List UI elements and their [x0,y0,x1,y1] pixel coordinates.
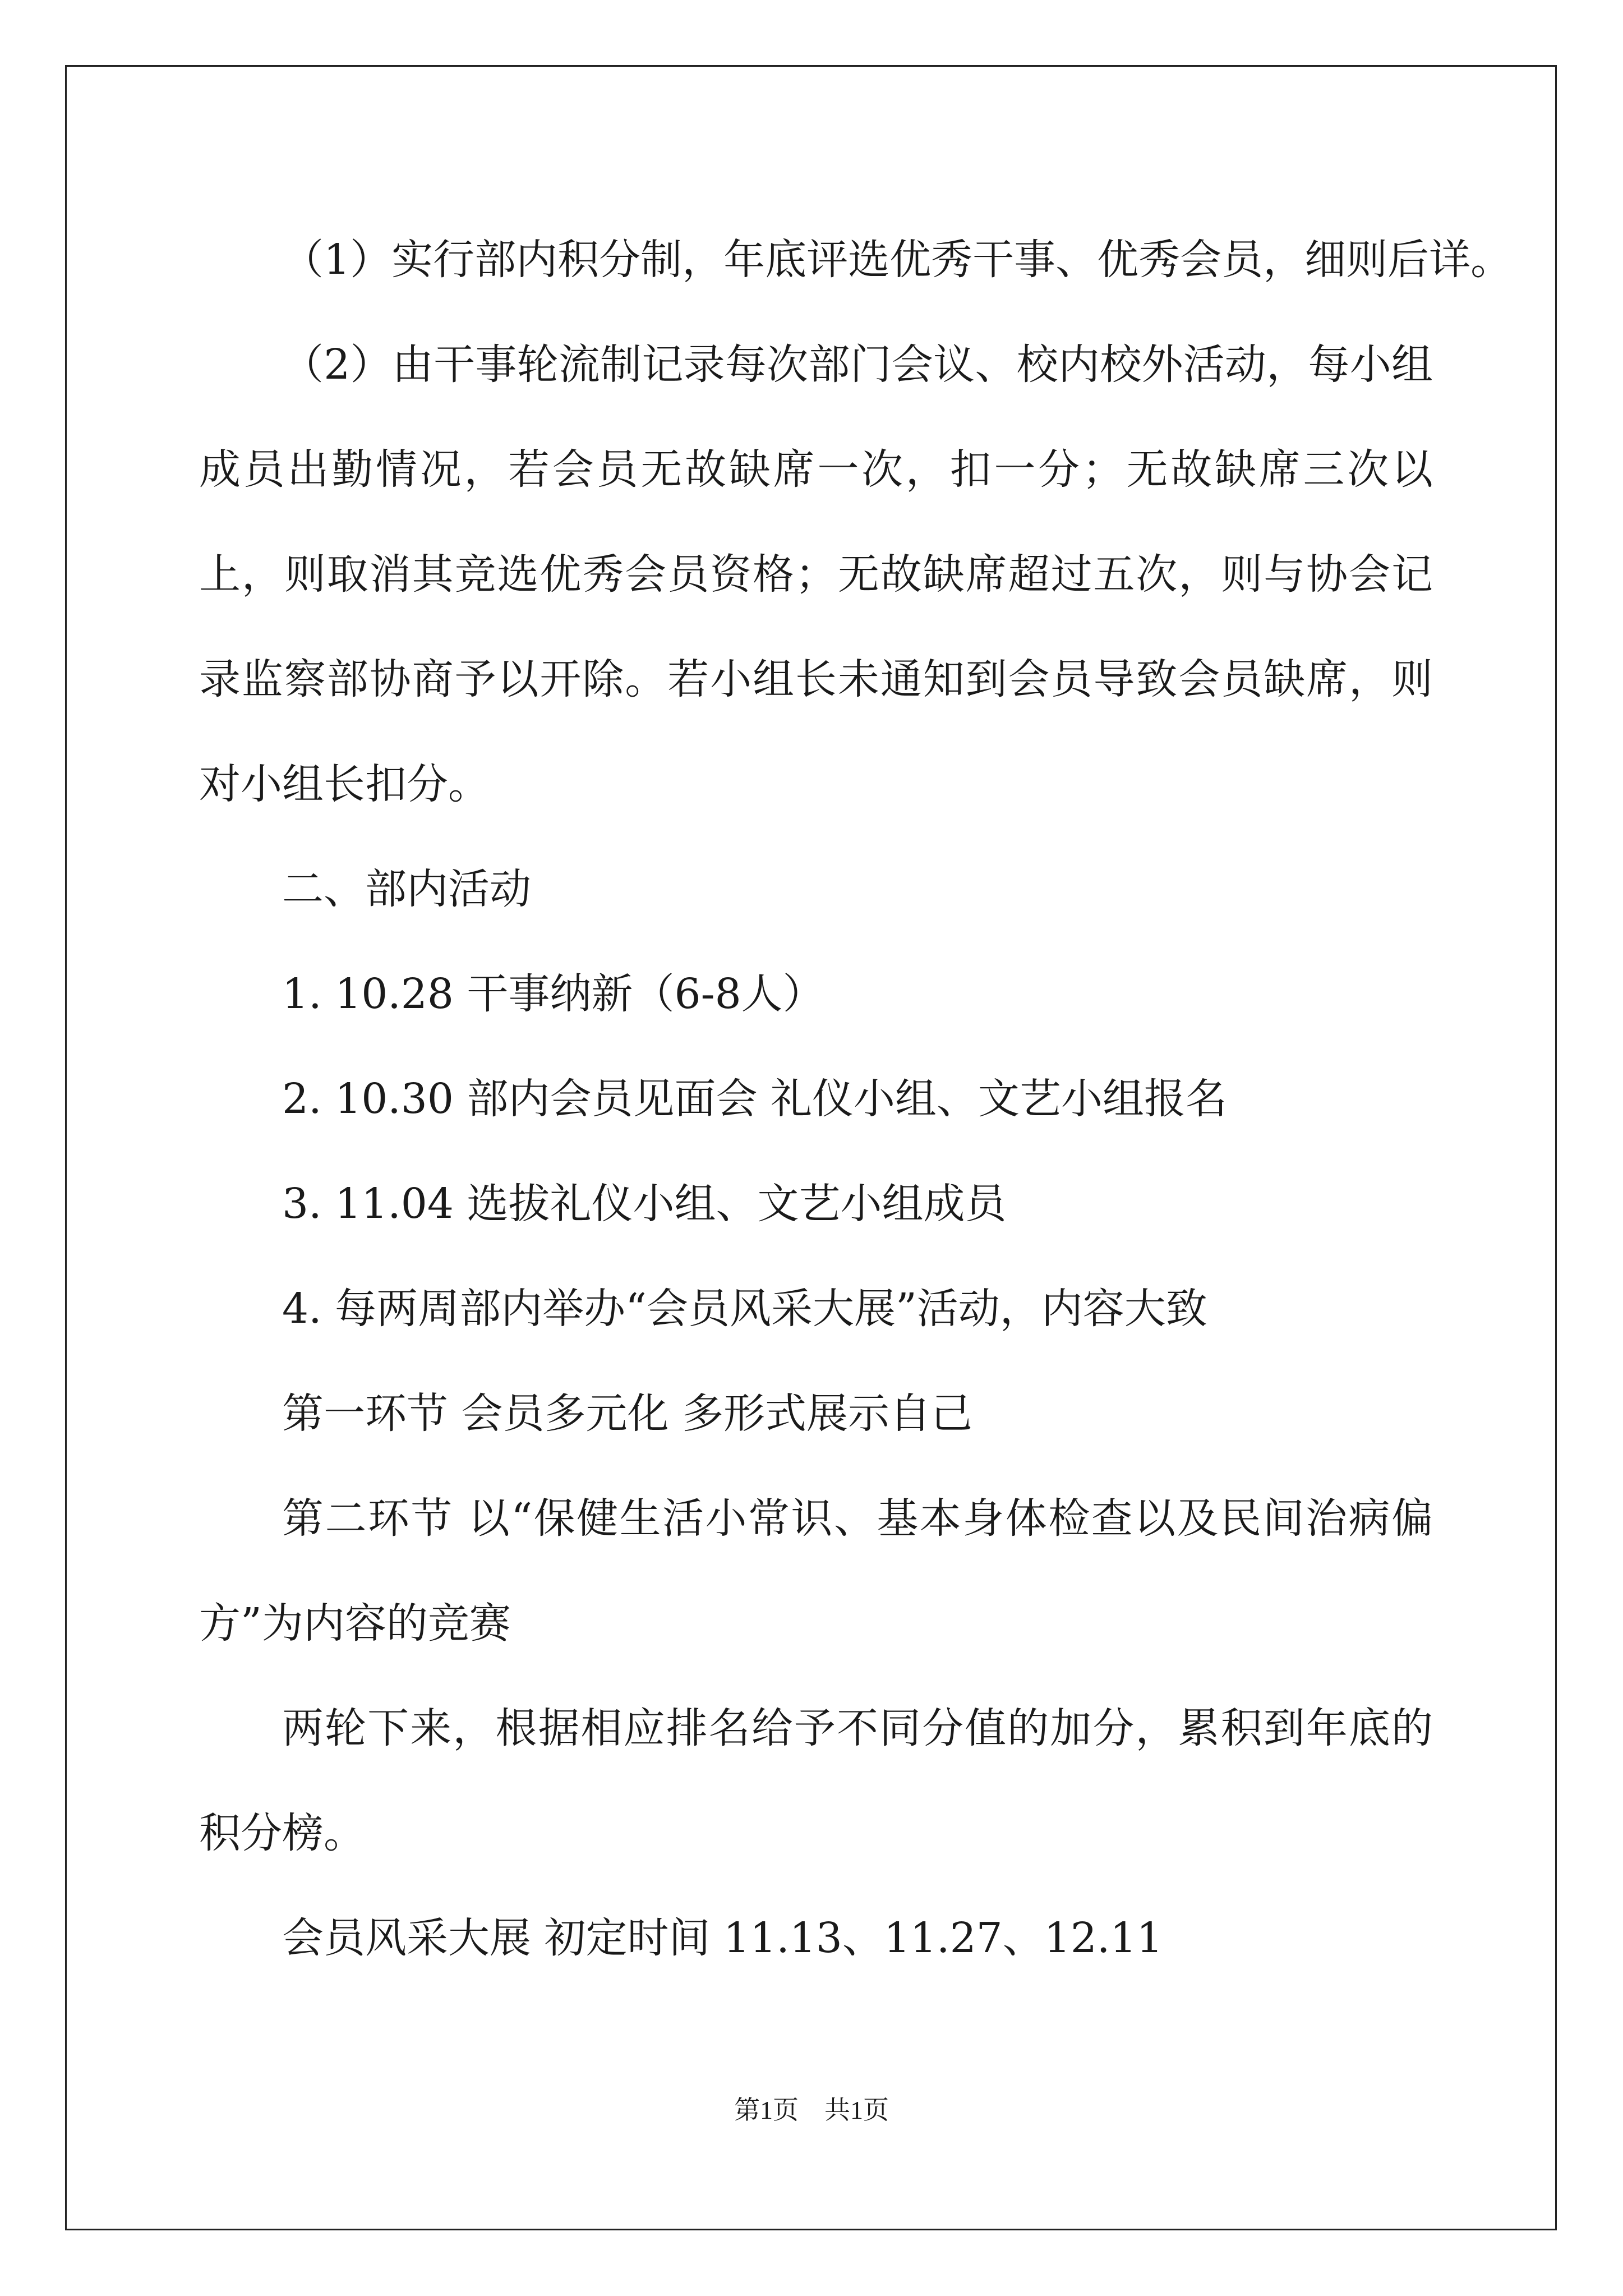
paragraph-points-system: （1）实行部内积分制，年底评选优秀干事、优秀会员，细则后详。 [282,236,1513,284]
page-number: 第1页 共1页 [734,2096,889,2124]
list-item-4: 4. 每两周部内举办“会员风采大展”活动，内容大致 [282,1285,1207,1333]
paragraph-attendance-rules: （2）由干事轮流制记录每次部门会议、校内校外活动，每小组成员出勤情况，若会员无故缺席一次，扣一分；无故缺席三次以上，则取消其竞选优秀会员资格；无故缺席超过五次，则与协会记录监察部协商予以开除。若小组长未通知到会员导致会员缺席，则对小组长扣分。 [199,341,1433,808]
section-heading-activities: 二、部内活动 [282,865,531,913]
scoring-note: 两轮下来，根据相应排名给予不同分值的加分，累积到年底的积分榜。 [199,1704,1433,1857]
list-item-3: 3. 11.04 选拔礼仪小组、文艺小组成员 [282,1180,1007,1228]
document-body [199,208,1513,1991]
schedule-dates: 会员风采大展 初定时间 11.13、11.27、12.11 [282,1914,1163,1962]
stage-two: 第二环节 以“保健生活小常识、基本身体检查以及民间治病偏方”为内容的竞赛 [199,1494,1433,1648]
list-item-2: 2. 10.30 部内会员见面会 礼仪小组、文艺小组报名 [282,1075,1228,1123]
stage-one: 第一环节 会员多元化 多形式展示自己 [282,1389,973,1438]
list-item-1: 1. 10.28 干事纳新（6-8人） [282,970,824,1018]
